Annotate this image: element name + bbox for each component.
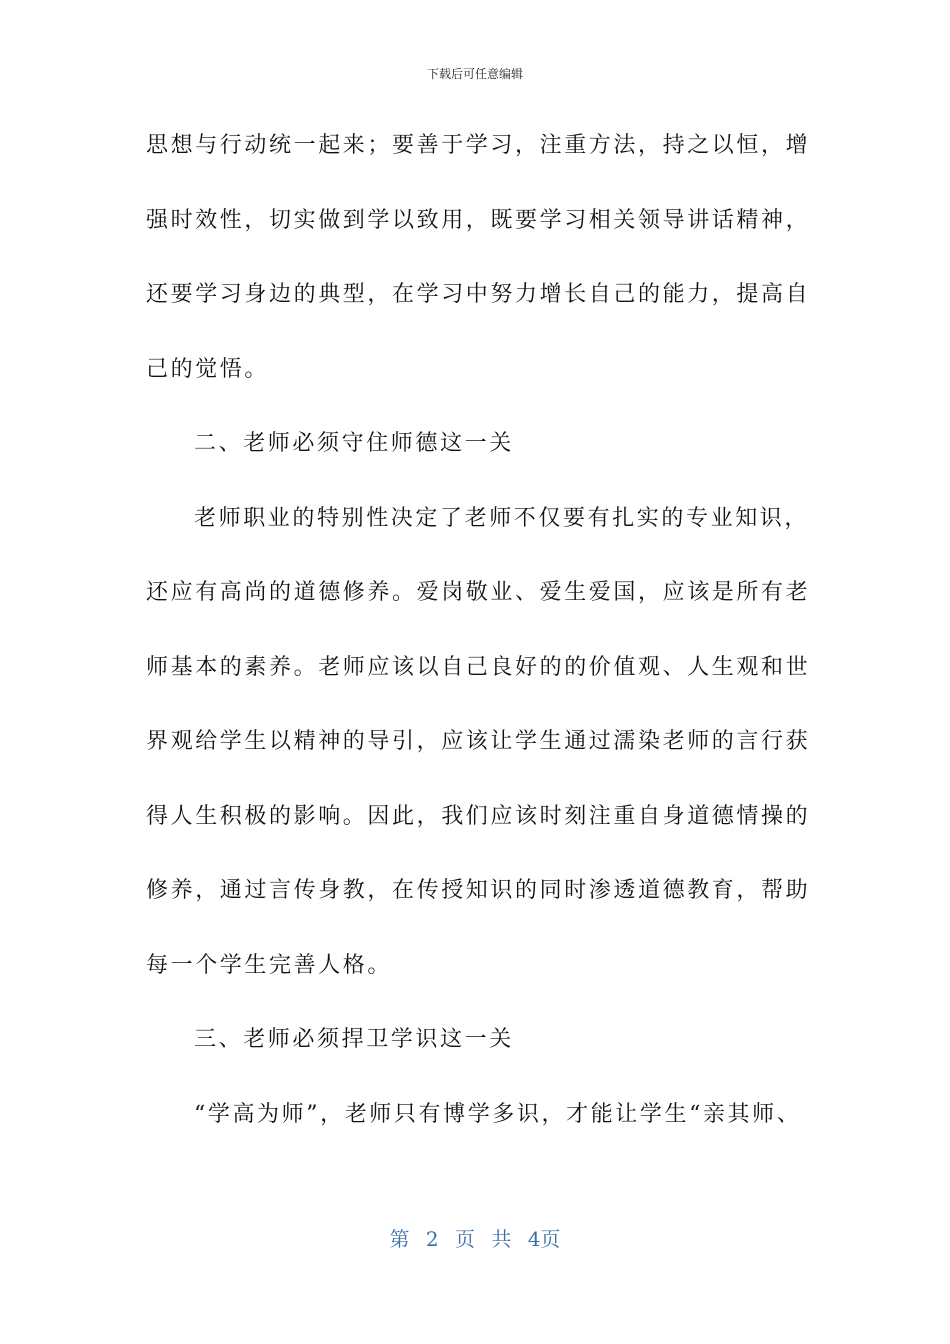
text-line: 师基本的素养。老师应该以自己良好的的价值观、人生观和世	[146, 654, 811, 680]
text-line: “学高为师”，老师只有博学多识，才能让学生“亲其师、	[194, 1101, 802, 1127]
text-line: 思想与行动统一起来；要善于学习，注重方法，持之以恒，增	[146, 133, 811, 158]
text-line: 得人生积极的影响。因此，我们应该时刻注重自身道德情操的	[146, 803, 811, 829]
page-header: 下载后可任意编辑	[426, 67, 523, 81]
text-line: 老师职业的特别性决定了老师不仅要有扎实的专业知识，	[194, 505, 810, 531]
section-heading: 三、老师必须捍卫学识这一关	[194, 1027, 514, 1052]
text-line: 界观给学生以精神的导引，应该让学生通过濡染老师的言行获	[146, 729, 811, 754]
text-line: 强时效性，切实做到学以致用，既要学习相关领导讲话精神，	[146, 207, 811, 233]
text-line: 每一个学生完善人格。	[146, 952, 393, 978]
text-line: 还应有高尚的道德修养。爱岗敬业、爱生爱国，应该是所有老	[146, 580, 811, 605]
page-number: 第 2 页 共 4页	[389, 1227, 561, 1251]
text-line: 己的觉悟。	[146, 356, 270, 382]
section-heading: 二、老师必须守住师德这一关	[194, 431, 514, 456]
text-line: 还要学习身边的典型，在学习中努力增长自己的能力，提高自	[146, 282, 811, 307]
text-line: 修养，通过言传身教，在传授知识的同时渗透道德教育，帮助	[146, 878, 811, 903]
document-body	[146, 124, 811, 1167]
